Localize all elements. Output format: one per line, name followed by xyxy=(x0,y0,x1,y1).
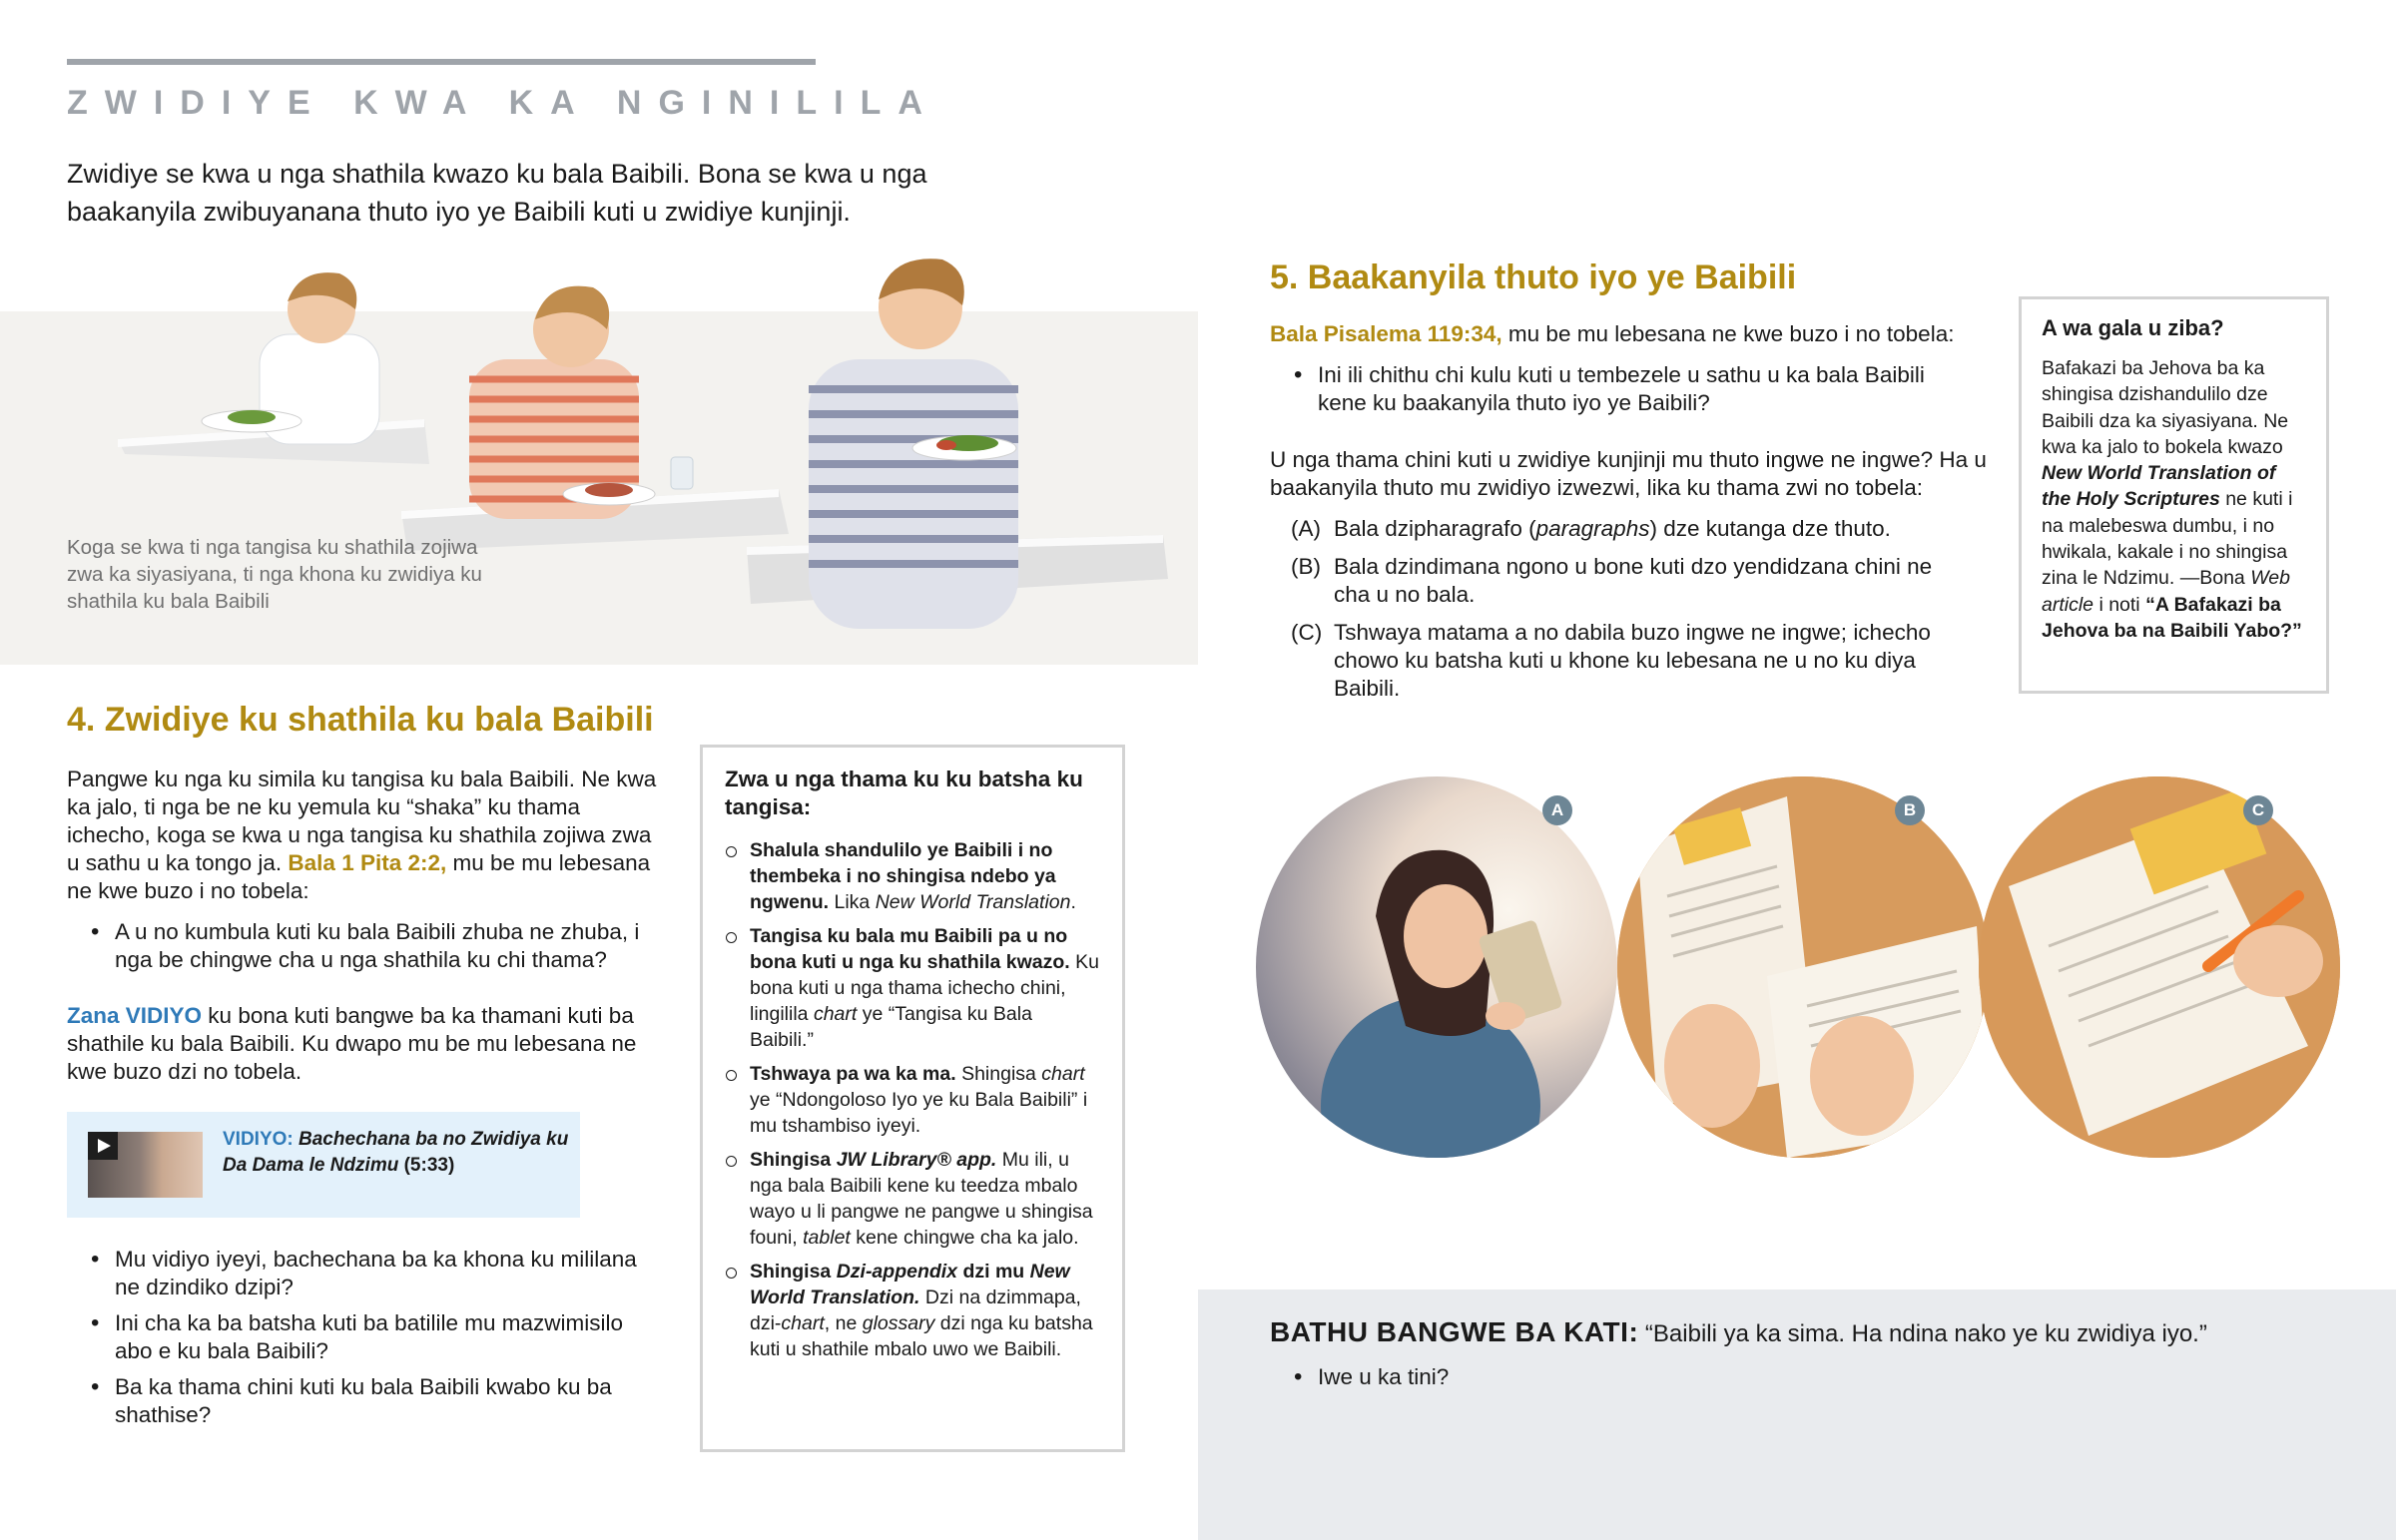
did-you-know-box xyxy=(2019,296,2329,694)
study-step-c: (C) Tshwaya matama a no dabila buzo ingwe ne ingwe; ichecho chowo ku batsha kuti u khone ku lebesana ne u no ku diya Baibili. xyxy=(1291,620,1931,701)
boy-1 xyxy=(202,272,379,444)
some-people-say-line xyxy=(1270,1315,2207,1351)
tips-box-heading: Zwa u nga thama ku ku batsha ku tangisa: xyxy=(725,767,1083,819)
some-people-say-quote: “Baibili ya ka sima. Ha ndina nako ye ku zwidiya iyo.” xyxy=(1638,1320,2207,1347)
badge-a: A xyxy=(1542,795,1572,825)
some-people-say-label: BATHU BANGWE BA KATI: xyxy=(1270,1316,1639,1347)
section-4-p1-text: Pangwe ku nga ku simila ku tangisa ku bala Baibili. Ne kwa ka jalo, ti nga be ne ku yemula ku “shaka” ku thama ichecho, koga se kwa u nga tangisa ku shathila zojiwa zwa u sathu u ka tongo ja. xyxy=(67,767,657,875)
tip-item: Tangisa ku bala mu Baibili pa u no bona kuti u nga ku shathila kwazo. Ku bona kuti u nga thama ichecho chini, lingilila chart ye “Tangisa ku Bala Baibili.” xyxy=(725,923,1100,1053)
scripture-ref-psalm[interactable]: Bala Pisalema 119:34, xyxy=(1270,321,1502,346)
section-5-paragraph-2: U nga thama chini kuti u zwidiye kunjinji mu thuto ingwe ne ingwe? Ha u baakanyila thuto mu zwidiyo izwezwi, lika ku thama zwi no tobela: xyxy=(1270,447,1987,500)
section-4-paragraph-1 xyxy=(67,766,666,905)
scripture-ref-1-peter[interactable]: Bala 1 Pita 2:2, xyxy=(288,850,447,875)
tip-item: Shalula shandulilo ye Baibili i no thembeka i no shingisa ndebo ya ngwenu. Lika New World Translation. xyxy=(725,837,1100,915)
video-title: Bachechana ba no Zwidiya ku Da Dama le Ndzimu xyxy=(223,1129,569,1176)
list-item: • A u no kumbula kuti ku bala Baibili zhuba ne zhuba, i nga be chingwe cha u nga shathila ku chi thama? xyxy=(67,918,666,974)
tips-box xyxy=(700,745,1125,1452)
tip-item: Tshwaya pa wa ka ma. Shingisa chart ye “Ndongoloso Iyo ye ku Bala Baibili” i mu tshambiso iyeyi. xyxy=(725,1061,1100,1139)
did-you-know-heading: A wa gala u ziba? xyxy=(2042,315,2224,340)
watch-video-link[interactable]: Zana VIDIYO xyxy=(67,1003,203,1028)
tips-list xyxy=(725,837,1100,1362)
section-4-question-list-1 xyxy=(67,918,666,982)
illustration-caption: Koga se kwa ti nga tangisa ku shathila zojiwa zwa ka siyasiyana, ti nga khona ku zwidiya ku shathila ku bala Baibili xyxy=(67,536,482,613)
illustration-reading-phone xyxy=(1256,776,1617,1158)
video-card[interactable] xyxy=(67,1112,580,1218)
video-label: VIDIYO: xyxy=(223,1129,294,1150)
article-link[interactable]: “A Bafakazi ba Jehova ba na Baibili Yabo?” xyxy=(2042,593,2302,642)
tip-item: Shingisa JW Library® app. Mu ili, u nga bala Baibili kene ku teedza mbalo wayo u li pangwe ne pangwe u shingisa founi, tablet kene chingwe cha ka jalo. xyxy=(725,1147,1100,1251)
list-item: • Ini ili chithu chi kulu kuti u tembezele u sathu u ka bala Baibili kene ku baakanyila thuto iyo ye Baibili? xyxy=(1270,361,1969,417)
top-rule xyxy=(67,59,816,65)
section-5-title: 5. Baakanyila thuto iyo ye Baibili xyxy=(1270,258,1797,296)
video-duration: (5:33) xyxy=(403,1155,455,1176)
section-5-question-list xyxy=(1270,361,1969,425)
illustration-reading-book xyxy=(1617,776,1989,1158)
did-you-know-text: Bafakazi ba Jehova ba ka shingisa dzishandulilo dze Baibili dza ka siyasiyana. Ne kwa ka jalo to bokela kwazo New World Translation of the Holy Scriptures ne kuti i na malebeswa dumbu, i no hwikala, kakale i no shingisa zina le Ndzimu. —Bona Web article i noti “A Bafakazi ba Jehova ba na Baibili Yabo?” xyxy=(2042,357,2302,642)
video-thumbnail[interactable] xyxy=(88,1132,203,1198)
illustration-marking-book xyxy=(1979,776,2340,1158)
study-step-a: (A) Bala dzipharagrafo (paragraphs) dze kutanga dze thuto. xyxy=(1291,516,1891,541)
video-caption xyxy=(223,1127,572,1179)
section-5-paragraph-1 xyxy=(1270,320,1969,348)
study-step-b: (B) Bala dzindimana ngono u bone kuti dzo yendidzana chini ne cha u no bala. xyxy=(1291,554,1933,607)
play-icon[interactable] xyxy=(88,1132,118,1160)
section-4-p2-text: ku bona kuti bangwe ba ka thamani kuti ba shathile ku bala Baibili. Ku dwapo mu be mu lebesana ne kwe buzo dzi no tobela. xyxy=(67,1003,637,1084)
study-steps-list xyxy=(1291,515,1970,713)
boy-2 xyxy=(469,286,693,519)
badge-b: B xyxy=(1895,795,1925,825)
lesson-kicker: ZWIDIYE KWA KA NGINILILA xyxy=(67,84,939,122)
list-item: • Iwe u ka tini? xyxy=(1270,1363,1969,1391)
section-4-question-list-2 xyxy=(67,1246,666,1437)
lesson-intro: Zwidiye se kwa u nga shathila kwazo ku bala Baibili. Bona se kwa u nga baakanyila zwibuyanana thuto iyo ye Baibili kuti u zwidiye kunjinji. xyxy=(67,159,927,227)
boy-3 xyxy=(809,258,1018,629)
tip-item: Shingisa Dzi-appendix dzi mu New World Translation. Dzi na dzimmapa, dzi-chart, ne glossary dzi nga ku batsha kuti u shathile mbalo uwo we Baibili. xyxy=(725,1259,1100,1362)
section-4-paragraph-2 xyxy=(67,1002,666,1086)
list-item: • Mu vidiyo iyeyi, bachechana ba ka khona ku mililana ne dzindiko dzipi? xyxy=(67,1246,666,1301)
section-4-title: 4. Zwidiye ku shathila ku bala Baibili xyxy=(67,701,654,739)
section-5-p1-text: mu be mu lebesana ne kwe buzo i no tobela: xyxy=(1501,321,1955,346)
badge-c: C xyxy=(2243,795,2273,825)
list-item: • Ini cha ka ba batsha kuti ba batilile mu mazwimisilo abo e ku bala Baibili? xyxy=(67,1309,666,1365)
section-4-p1-text-end: mu be mu lebesana ne kwe buzo i no tobela: xyxy=(67,850,651,903)
list-item: • Ba ka thama chini kuti ku bala Baibili kwabo ku ba shathise? xyxy=(67,1373,666,1429)
footer-question-list xyxy=(1270,1363,1969,1399)
